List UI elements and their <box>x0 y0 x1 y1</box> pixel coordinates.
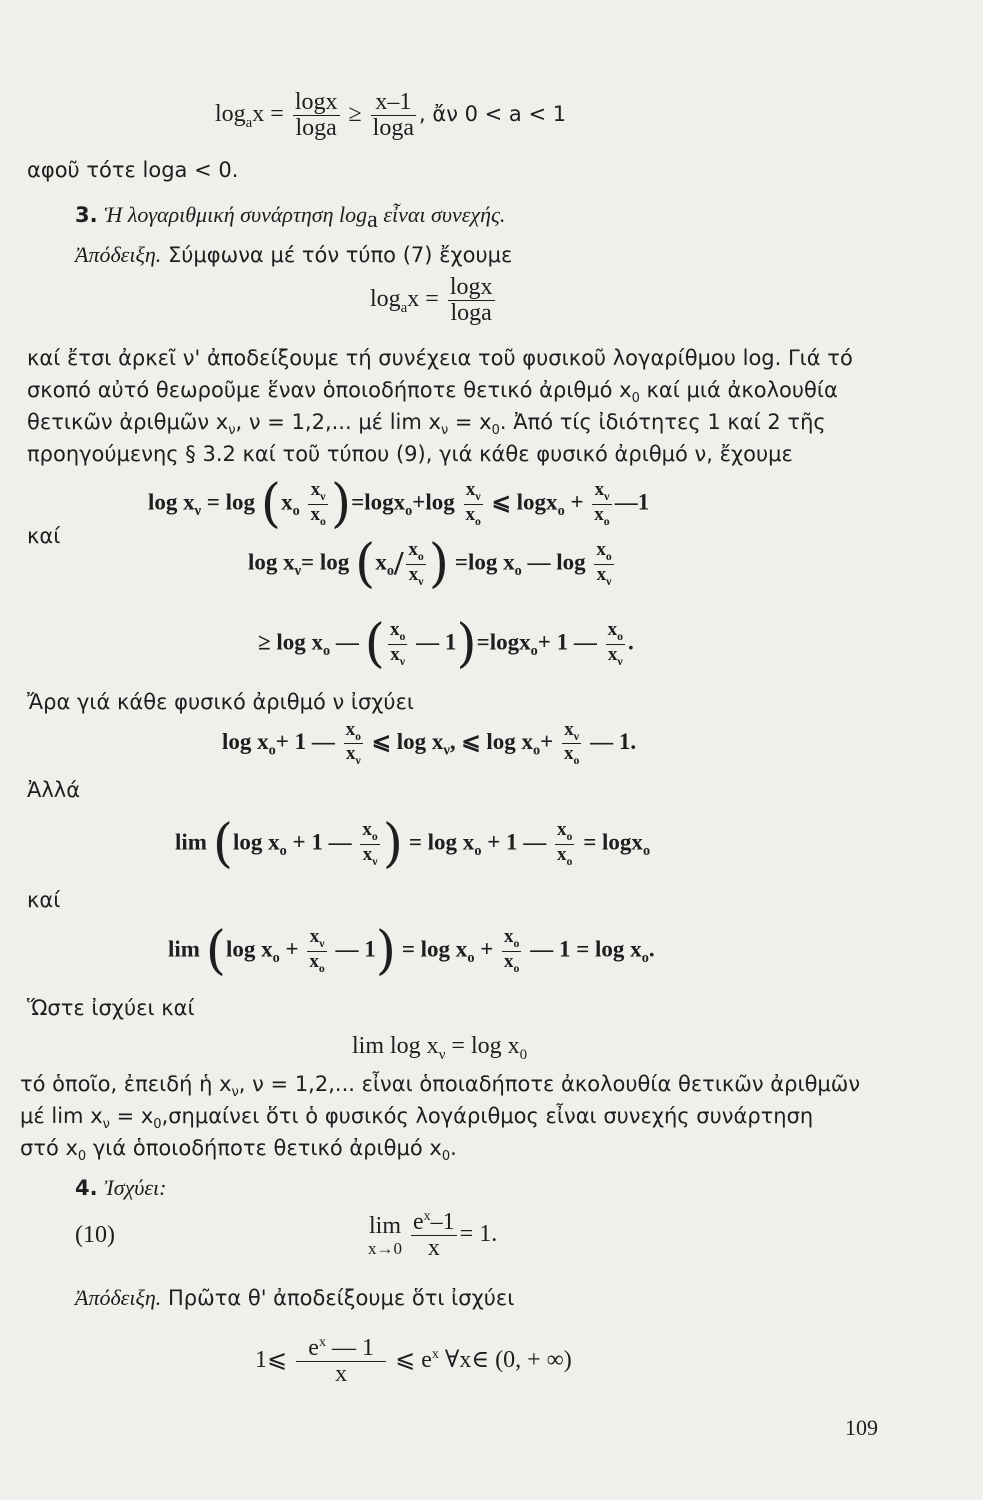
math-var: x <box>594 503 604 525</box>
math-sup: x <box>423 1209 431 1224</box>
math-var: x <box>281 489 293 515</box>
math-var: x <box>362 819 372 841</box>
fraction <box>406 540 425 587</box>
math-plus: + <box>537 629 551 655</box>
math-one: 1 <box>506 829 518 855</box>
text-span: τό ὁποῖο, ἐπειδή ἡ x <box>20 1072 232 1096</box>
denominator <box>502 951 521 975</box>
math-sub: o <box>355 729 362 743</box>
math-sub: a <box>367 207 378 234</box>
math-sub: o <box>319 514 326 528</box>
math-text: log x <box>470 1033 520 1059</box>
math-sub: ν <box>475 490 481 504</box>
math-var: x <box>408 539 418 561</box>
math-eq: = <box>576 936 590 962</box>
text-span: καί μιά ἀκολουθία <box>639 378 838 402</box>
math-eq: = <box>206 489 220 515</box>
math-sub: ν <box>573 729 580 743</box>
math-var: x <box>389 619 400 641</box>
math-text: = 1. <box>459 1221 498 1248</box>
denominator: x <box>296 1361 386 1387</box>
fraction <box>293 90 340 141</box>
math-text: log x <box>222 728 269 754</box>
math-plus: + <box>540 728 554 754</box>
paren-close: ) <box>382 814 404 874</box>
math-text: log x <box>276 629 324 655</box>
math-sub: ν <box>102 1117 110 1133</box>
math-one: 1 <box>558 936 571 962</box>
math-var: x <box>564 719 574 740</box>
paren-open: ( <box>364 614 385 674</box>
math-sub: a <box>400 300 408 316</box>
math-sub: o <box>386 562 394 579</box>
math-sub: ν <box>319 937 325 951</box>
math-minus: — <box>335 936 359 962</box>
numerator <box>388 620 407 643</box>
math-var: x <box>408 563 419 585</box>
math-text: logx <box>602 829 643 855</box>
condition-text: , ἄν 0 < a < 1 <box>419 102 567 127</box>
proof-text: Πρῶτα θ' ἀποδείξουμε ὅτι ἰσχύει <box>161 1286 515 1310</box>
math-sub: ν <box>606 574 612 588</box>
math-sub: ν <box>194 502 202 519</box>
math-minus: — <box>527 549 551 575</box>
section-number: 3. <box>75 203 98 227</box>
math-var: x <box>557 843 567 865</box>
math-sub: 0 <box>77 1149 87 1165</box>
math-var: x <box>607 643 618 665</box>
math-text: logx <box>364 489 406 515</box>
math-sub: ν <box>320 490 326 504</box>
math-lim: lim <box>175 829 207 855</box>
math-var: x <box>310 479 321 501</box>
math-text: log x <box>396 728 444 754</box>
math-var: x <box>504 926 514 948</box>
math-plus: + <box>285 936 299 962</box>
numerator <box>360 820 379 843</box>
math-text: log x <box>226 936 273 962</box>
math-var: x <box>596 563 607 585</box>
section-title: Ἰσχύει: <box>104 1175 167 1200</box>
math-text: log x <box>233 829 280 855</box>
math-leq: ⩽ <box>371 728 392 754</box>
math-text: log <box>225 489 256 515</box>
denominator <box>592 504 611 528</box>
fraction <box>371 90 416 141</box>
math-text: log x <box>390 1033 439 1059</box>
fraction <box>555 820 574 867</box>
numerator <box>606 620 625 643</box>
denominator: x <box>411 1235 457 1261</box>
math-sub: 0 <box>631 391 640 407</box>
math-var: x <box>345 743 356 765</box>
text-span: . <box>450 1136 457 1160</box>
math-text: x∈ (0, + ∞) <box>459 1347 572 1374</box>
math-minus: — <box>523 829 547 855</box>
math-sub: 0 <box>441 1149 451 1165</box>
lim-block <box>368 1213 402 1258</box>
equation-sandwich: $\log x_o+ 1$ — $\frac{x_o}{x_\nu}$ ⩽ $\log x_\nu$, ⩽ $\log x_o+$ $\frac{x_\nu}{x_o}$ — 1. <box>222 719 637 767</box>
denominator <box>555 844 574 868</box>
paragraph-line <box>20 1104 813 1132</box>
slash: / <box>393 545 404 582</box>
math-sub: o <box>617 630 623 644</box>
paren-close: ) <box>330 474 352 534</box>
math-sub: 0 <box>491 423 500 439</box>
paren-open: ( <box>205 921 226 981</box>
paren-open: ( <box>212 814 233 874</box>
section-title: Ἡ λογαριθμική συνάρτηση log <box>104 202 368 227</box>
paragraph-line <box>27 378 838 406</box>
math-sup: x <box>431 1347 439 1363</box>
math-sub: ν <box>440 423 449 439</box>
paragraph-line <box>20 1072 860 1100</box>
math-sub: o <box>513 961 520 975</box>
math-leq: ⩽ <box>491 489 511 515</box>
math-lim: lim <box>168 936 200 962</box>
math-var: x <box>407 286 420 313</box>
math-sub: o <box>467 949 475 966</box>
math-plus: + <box>480 936 494 962</box>
text-kai: καί <box>27 888 61 912</box>
fraction <box>344 720 363 767</box>
math-eq: = <box>301 549 315 575</box>
fraction <box>448 275 495 326</box>
section-title-tail: εἶναι συνεχής. <box>377 202 506 227</box>
math-minus: — <box>328 829 352 855</box>
text-line: αφοῦ τότε loga < 0. <box>27 158 239 182</box>
denominator <box>406 564 425 588</box>
proof-label: Ἀπόδειξη. <box>75 1285 162 1310</box>
math-leq: ⩽ <box>461 728 481 754</box>
section-number: 4. <box>75 1176 98 1200</box>
comma: , <box>449 728 456 754</box>
text-span: = x <box>448 410 492 434</box>
math-lim: lim <box>352 1033 385 1059</box>
numerator <box>592 480 611 503</box>
math-sub: o <box>573 753 580 767</box>
math-var: e <box>413 1209 424 1235</box>
math-text: log x <box>427 829 475 855</box>
math-one: 1 <box>361 1335 374 1361</box>
denominator: loga <box>372 115 414 142</box>
proof-label: Ἀπόδειξη. <box>75 242 162 267</box>
paren-open: ( <box>260 474 282 534</box>
math-var: x <box>310 503 320 525</box>
math-sub: ν <box>443 742 450 759</box>
equation-loga-def <box>370 275 498 326</box>
math-eq: = <box>425 286 439 313</box>
math-one: 1 <box>618 728 631 754</box>
math-sub: ν <box>231 1085 239 1101</box>
numerator <box>406 540 425 563</box>
math-var: x <box>309 950 319 972</box>
text-span: . Ἀπό τίς ἰδιότητες 1 καί 2 τῆς <box>499 410 826 434</box>
math-var: x <box>362 843 373 865</box>
math-plus: + <box>275 728 289 754</box>
numerator: x–1 <box>375 89 412 115</box>
math-one: 1 <box>556 629 569 655</box>
numerator <box>464 480 483 503</box>
text-alla: Ἀλλά <box>27 778 81 802</box>
forall-symbol: ∀ <box>444 1347 460 1374</box>
numerator <box>555 820 574 843</box>
denominator <box>308 504 327 528</box>
paragraph-line <box>20 1136 457 1164</box>
text-span: γιά ὁποιοδήποτε θετικό ἀριθμό x <box>86 1136 442 1160</box>
math-sub: 0 <box>519 1046 528 1063</box>
math-var: x <box>375 549 387 575</box>
math-var: x <box>252 101 265 128</box>
math-sub: ν <box>604 490 610 504</box>
lim-subscript: x→0 <box>368 1238 402 1258</box>
equation-exp-bound <box>255 1336 572 1387</box>
math-text: log <box>556 549 586 575</box>
math-text: log x <box>248 549 295 575</box>
math-var: x <box>465 479 476 501</box>
math-minus: — <box>590 728 614 754</box>
paragraph-line <box>27 410 826 438</box>
numerator <box>308 480 327 503</box>
math-var: x <box>309 926 320 948</box>
math-var: x <box>390 643 400 665</box>
section-3-heading <box>75 202 505 234</box>
math-sub: o <box>323 642 331 659</box>
math-sub: o <box>566 830 573 844</box>
numerator <box>411 1210 457 1235</box>
fraction <box>592 480 611 527</box>
math-leq: ⩽ <box>267 1347 288 1374</box>
math-var: x <box>596 539 606 561</box>
denominator <box>388 644 407 668</box>
equation-lim-upper: lim (log $x_o$ + $\frac{x_\nu}{x_o}$ — $1) = \log x_o$ + $\frac{x_o}{x_o}$ — $1 = \log x_o$. <box>168 921 655 981</box>
math-plus: + <box>487 829 501 855</box>
math-minus: — <box>311 728 335 754</box>
math-text: log <box>370 286 401 313</box>
math-text: log <box>319 549 350 575</box>
math-sub: o <box>566 854 573 868</box>
math-var: e <box>308 1335 319 1361</box>
math-text: log <box>215 101 246 128</box>
equation-log-xv-lower <box>248 534 617 594</box>
math-sub: o <box>514 562 522 579</box>
math-sub: o <box>605 550 612 564</box>
text-span: θετικῶν ἀριθμῶν x <box>27 410 229 434</box>
text-span: μέ lim x <box>20 1104 103 1128</box>
math-sub: ν <box>399 654 406 668</box>
math-text: logx <box>489 629 531 655</box>
paren-close: ) <box>428 534 450 594</box>
math-geq: ≥ <box>258 629 271 655</box>
math-text: +log <box>412 489 455 515</box>
numerator <box>344 720 363 743</box>
math-var: x <box>504 950 514 972</box>
math-leq: ⩽ <box>395 1347 416 1374</box>
math-sub: ν <box>418 574 424 588</box>
math-text: log x <box>420 936 468 962</box>
math-one: 1 <box>311 829 323 855</box>
math-sub: o <box>603 514 610 528</box>
fraction <box>296 1336 386 1387</box>
math-sub: o <box>371 830 378 844</box>
math-eq: = <box>451 1033 465 1059</box>
denominator <box>594 564 613 588</box>
text-span: = x <box>109 1104 154 1128</box>
equation-log-xv-bound: ≥ $\log x_o$ — ( $\frac{x_o}{x_\nu}$ — 1)=logx$_o$+ 1 — $\frac{x_o}{x_\nu}$ . <box>258 614 634 674</box>
numerator <box>502 927 521 950</box>
equation-lim-result <box>352 1033 527 1064</box>
denominator <box>360 844 379 868</box>
math-sub: o <box>417 550 424 564</box>
math-sub: ν <box>617 654 623 668</box>
math-sub: ν <box>438 1046 446 1063</box>
minus-one: –1 <box>430 1209 455 1235</box>
paragraph-line: καί ἔτσι ἀρκεῖ ν' ἀποδείξουμε τή συνέχεια τοῦ φυσικοῦ λογαρίθμου log. Γιά τό <box>27 346 853 370</box>
math-text: log x <box>486 728 533 754</box>
fraction <box>360 820 379 867</box>
math-sub: o <box>279 842 287 859</box>
math-sup: x <box>318 1335 326 1350</box>
math-eq: = <box>270 101 284 128</box>
math-plus: + <box>570 489 584 515</box>
math-minus: — <box>331 1335 356 1361</box>
fraction <box>388 620 407 667</box>
fraction <box>308 480 327 527</box>
numerator <box>562 720 581 743</box>
math-eq: = <box>401 936 415 962</box>
math-sub: o <box>405 502 413 519</box>
math-var: x <box>345 719 356 740</box>
numerator <box>307 927 326 950</box>
math-text: logx <box>516 489 558 515</box>
math-one: 1 <box>255 1347 267 1374</box>
numerator <box>296 1336 386 1361</box>
text-span: , ν = 1,2,... μέ lim x <box>235 410 441 434</box>
math-sub: o <box>642 842 651 859</box>
text-span: , ν = 1,2,... εἶναι ὁποιαδήποτε ἀκολουθία θετικῶν ἀριθμῶν <box>238 1072 861 1096</box>
text-span: στό x <box>20 1136 78 1160</box>
text-line: Ὥστε ἰσχύει καί <box>27 996 195 1020</box>
math-sub: ν <box>228 423 236 439</box>
math-one: 1 <box>444 629 457 655</box>
denominator <box>464 504 483 528</box>
math-sub: ν <box>355 753 361 767</box>
math-sub: a <box>245 115 253 131</box>
text-line: Ἄρα γιά κάθε φυσικό ἀριθμό ν ἰσχύει <box>27 690 415 714</box>
math-text: log x <box>595 936 642 962</box>
denominator <box>562 743 581 767</box>
math-var: e <box>421 1347 432 1374</box>
math-minus: — <box>416 629 440 655</box>
math-sub: 0 <box>153 1117 162 1133</box>
text-kai: καί <box>27 524 61 548</box>
math-text: —1 <box>614 489 650 515</box>
text-span: σκοπό αὐτό θεωροῦμε ἕναν ὁποιοδήποτε θετικό ἀριθμό x <box>27 378 632 402</box>
equation-loga-inequality <box>215 90 566 141</box>
math-eq: = <box>351 489 365 515</box>
paragraph-line: προηγούμενης § 3.2 καί τοῦ τύπου (9), γιά κάθε φυσικό ἀριθμό ν, ἔχουμε <box>27 442 793 466</box>
math-sub: o <box>641 949 649 966</box>
denominator <box>344 743 363 767</box>
math-sub: o <box>557 502 565 519</box>
denominator <box>307 951 326 975</box>
math-eq: = <box>583 829 597 855</box>
math-sub: ν <box>294 562 302 579</box>
math-eq: = <box>408 829 422 855</box>
math-sub: ν <box>372 854 378 868</box>
equation-log-xv-upper <box>148 474 650 534</box>
math-eq: = <box>454 549 468 575</box>
eq10-label: (10) <box>75 1222 115 1248</box>
math-one: 1 <box>364 936 376 962</box>
paren-close: ) <box>375 921 397 981</box>
math-one: 1 <box>294 728 307 754</box>
math-minus: — <box>573 629 597 655</box>
denominator: loga <box>293 115 340 141</box>
math-lim: lim <box>368 1213 401 1240</box>
equation-lim-lower <box>175 814 651 874</box>
section-4-heading <box>75 1175 167 1201</box>
fraction <box>562 720 581 767</box>
math-geq: ≥ <box>348 101 362 128</box>
math-minus: — <box>335 629 359 655</box>
math-var: x <box>563 743 574 765</box>
math-text: log x <box>148 489 195 515</box>
paren-open: ( <box>355 534 376 594</box>
math-sub: o <box>268 742 276 759</box>
math-sub: o <box>272 949 280 966</box>
math-sub: o <box>530 642 538 659</box>
math-var: x <box>594 479 605 501</box>
paren-close: ) <box>456 614 477 674</box>
math-eq: = <box>476 629 490 655</box>
text-span: ,σημαίνει ὅτι ὁ φυσικός λογάριθμος εἶναι συνεχής συνάρτηση <box>161 1104 814 1128</box>
proof-intro <box>75 1285 514 1311</box>
fraction <box>411 1210 457 1261</box>
page-number: 109 <box>845 1415 878 1440</box>
math-sub: o <box>513 937 520 951</box>
fraction <box>502 927 521 974</box>
proof-intro <box>75 242 512 268</box>
numerator: logx <box>449 274 493 300</box>
fraction <box>464 480 483 527</box>
math-var: x <box>607 619 618 641</box>
math-var: x <box>465 503 475 525</box>
denominator <box>606 644 625 668</box>
math-minus: — <box>530 936 554 962</box>
equation-10 <box>368 1210 497 1261</box>
fraction <box>307 927 326 974</box>
math-sub: o <box>475 514 481 528</box>
numerator: logx <box>294 89 338 115</box>
math-sub: o <box>292 502 300 519</box>
proof-text: Σύμφωνα μέ τόν τύπο (7) ἔχουμε <box>161 243 513 267</box>
denominator: loga <box>448 300 495 326</box>
math-sub: o <box>532 742 541 759</box>
fraction <box>594 540 613 587</box>
math-plus: + <box>292 829 306 855</box>
math-var: x <box>557 819 567 841</box>
fraction <box>606 620 625 667</box>
math-text: log x <box>467 549 515 575</box>
math-sub: o <box>318 961 325 975</box>
math-sub: o <box>399 630 406 644</box>
numerator <box>594 540 613 563</box>
math-sub: o <box>474 842 482 859</box>
